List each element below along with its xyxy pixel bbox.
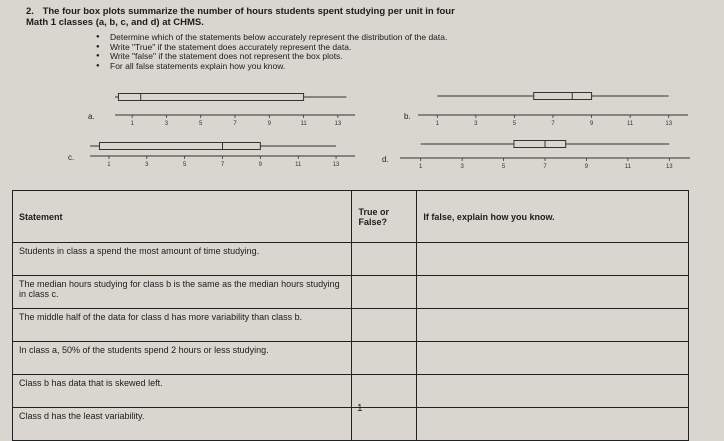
- statement-table: [12, 190, 689, 441]
- tick-label: 13: [334, 121, 342, 127]
- plot-letter-label: b.: [404, 112, 411, 121]
- tick-label: 9: [267, 121, 271, 127]
- plot-letter-label: d.: [382, 155, 389, 164]
- statement-cell: Class b has data that is skewed left.: [13, 375, 352, 408]
- box-plots-area: [0, 80, 724, 180]
- box-iqr: [118, 94, 303, 101]
- tick-label: 1: [435, 121, 439, 127]
- answer-cell[interactable]: [352, 342, 417, 375]
- tick-label: 5: [512, 121, 517, 127]
- box-iqr: [99, 143, 260, 150]
- statement-cell: Students in class a spend the most amount of time studying.: [13, 243, 352, 276]
- table-row: [13, 375, 689, 408]
- tick-label: 7: [551, 121, 555, 127]
- header-statement: Statement: [13, 191, 352, 243]
- answer-cell[interactable]: [352, 243, 417, 276]
- instruction-list: [96, 33, 696, 71]
- tick-label: 9: [584, 164, 589, 170]
- explanation-cell[interactable]: [417, 375, 689, 408]
- header-true-false: True or False?: [352, 191, 417, 243]
- question-prompt-line2: Math 1 classes (a, b, c, and d) at CHMS.: [26, 17, 204, 28]
- tick-label: 7: [543, 164, 547, 170]
- instruction-item: ● Determine which of the statements below accurately represent the distribution of the data.: [96, 33, 696, 43]
- instruction-item: ● Write "false" if the statement does not represent the box plots.: [96, 52, 696, 62]
- tick-label: 3: [164, 121, 169, 127]
- statement-cell: In class a, 50% of the students spend 2 hours or less studying.: [13, 342, 352, 375]
- tick-label: 1: [107, 162, 111, 168]
- tick-label: 5: [182, 162, 187, 168]
- explanation-cell[interactable]: [417, 408, 689, 441]
- instruction-item: ● Write "True" if the statement does accurately represent the data.: [96, 43, 696, 53]
- tick-label: 7: [220, 162, 225, 168]
- question-header: [26, 6, 706, 28]
- statement-cell: Class d has the least variability.: [13, 408, 352, 441]
- explanation-cell[interactable]: [417, 276, 689, 309]
- question-number: 2.: [26, 6, 34, 17]
- tick-label: 11: [627, 121, 634, 127]
- tick-label: 5: [501, 164, 506, 170]
- tick-label: 3: [474, 121, 478, 127]
- statement-cell: The median hours studying for class b is the same as the median hours studying in class c.: [13, 276, 352, 309]
- tick-label: 1: [130, 121, 134, 127]
- table-row: [13, 309, 689, 342]
- table-row: [13, 342, 689, 375]
- tick-label: 13: [332, 162, 340, 168]
- statement-cell: The middle half of the data for class d has more variability than class b.: [13, 309, 352, 342]
- tick-label: 9: [589, 121, 594, 127]
- question-prompt-line1: The four box plots summarize the number of hours students spent studying per unit in four: [42, 6, 455, 17]
- table-row: [13, 276, 689, 309]
- box-iqr: [514, 141, 566, 148]
- table-row: [13, 243, 689, 276]
- tick-label: 7: [233, 121, 237, 127]
- answer-cell[interactable]: [352, 276, 417, 309]
- plot-letter-label: a.: [88, 112, 95, 121]
- tick-label: 1: [419, 164, 423, 170]
- tick-label: 11: [300, 121, 307, 127]
- tick-label: 5: [199, 121, 203, 127]
- tick-label: 3: [145, 162, 149, 168]
- page-number: 1: [357, 403, 363, 414]
- tick-label: 11: [295, 162, 302, 168]
- tick-label: 9: [258, 162, 263, 168]
- header-explain: If false, explain how you know.: [417, 191, 689, 243]
- tick-label: 13: [665, 121, 673, 127]
- box-iqr: [534, 93, 592, 100]
- tick-label: 13: [665, 164, 673, 170]
- explanation-cell[interactable]: [417, 309, 689, 342]
- table-row: [13, 408, 689, 441]
- tick-label: 11: [624, 164, 631, 170]
- plot-letter-label: c.: [68, 153, 75, 162]
- answer-cell[interactable]: [352, 309, 417, 342]
- instruction-item: ● For all false statements explain how you know.: [96, 62, 696, 72]
- explanation-cell[interactable]: [417, 342, 689, 375]
- tick-label: 3: [460, 164, 464, 170]
- explanation-cell[interactable]: [417, 243, 689, 276]
